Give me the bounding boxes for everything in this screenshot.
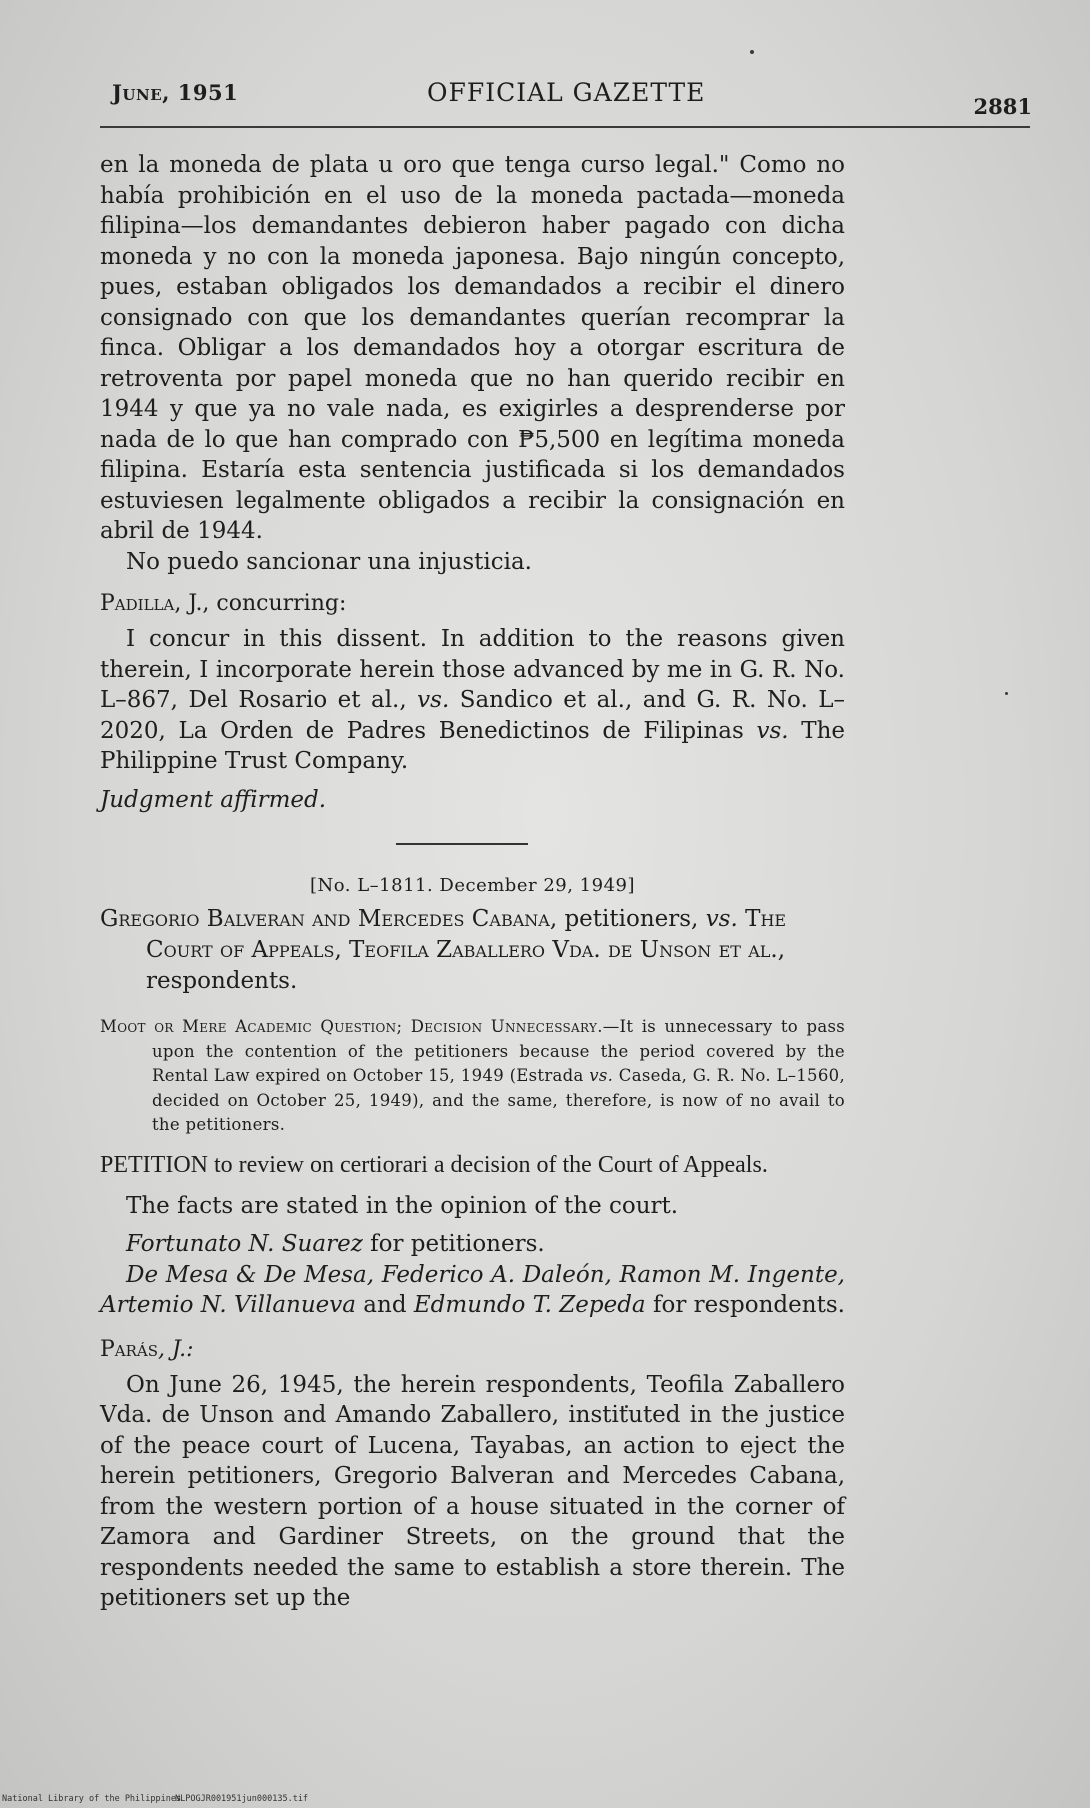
counsel-respondents: [100, 1260, 845, 1321]
petition-line: [100, 1150, 845, 1181]
header-rule: [100, 126, 1030, 128]
dissent-closing: No puedo sancionar una injusticia.: [126, 548, 532, 575]
publication-title: OFFICIAL GAZETTE: [427, 78, 706, 107]
concurring-heading: [100, 591, 845, 616]
concurring-text: Sandico et al., and G. R. No. L–2020, La Orden de Padres Benedictinos de Filipinas: [100, 687, 845, 744]
counsel-name: De Mesa & De Mesa, Federico A. Daleón, Ramon M. Ingente, Artemio N. Villanueva: [100, 1261, 845, 1318]
header-date: June, 1951: [112, 80, 239, 105]
scan-speck: [1005, 692, 1008, 695]
syllabus-text: Caseda, G. R. No. L–1560, decided on October 25, 1949), and the same, therefore, is now of no avail to the petitioners.: [152, 1066, 845, 1134]
concurring-text: I concur in this dissent. In addition to the reasons given therein, I incorporate herein those advanced by me in G. R. No. L–867, Del Rosario et al.,: [100, 626, 845, 713]
versus: vs.: [589, 1066, 614, 1085]
counsel-text: for respondents.: [645, 1292, 845, 1318]
counsel-petitioners: [100, 1229, 845, 1260]
versus: vs.: [756, 717, 789, 744]
opinion-paragraph: On June 26, 1945, the herein respondents, Teofila Zaballero Vda. de Unson and Amando Zaballero, instituted in the justice of the peace court of Lucena, Tayabas, an action to eject the herein petitioners, Gregorio Balveran and Mercedes Cabana, from the western portion of a house situated in the corner of Zamora and Gardiner Streets, on the ground that the respondents needed the same to establish a store therein. The petitioners set up the: [100, 1371, 845, 1611]
scan-footer: [0, 1794, 1090, 1808]
counsel-name: Fortunato N. Suarez: [126, 1231, 363, 1257]
judgment-line: Judgment affirmed.: [100, 786, 327, 813]
case-respondents: The Court of Appeals, Teofila Zaballero Vda. de Unson et al.: [146, 906, 787, 963]
opinion-justice: Parás: [100, 1336, 159, 1362]
petition-lead: PETITION: [100, 1151, 208, 1178]
dissent-paragraph: en la moneda de plata u oro que tenga curso legal." Como no había prohibición en el uso de la moneda pactada—moneda filipina—los demandantes debieron haber pagado con dicha moneda y no con la moneda japonesa. Bajo ningún concepto, pues, estaban obligados los demandados a recibir el dinero consignado con que los demandantes querían recomprar la finca. Obligar a los demandados hoy a otorgar escritura de retroventa por papel moneda que no han querido recibir en 1944 y que ya no vale nada, es exigirles a desprenderse por nada de lo que han comprado con ₱5,500 en legítima moneda filipina. Estaría esta sentencia justificada si los demandados estuviesen legalmente obligados a recibir la consignación en abril de 1944.: [100, 152, 845, 544]
footer-file: NLPOGJR001951jun000135.tif: [175, 1794, 309, 1804]
counsel-text: for petitioners.: [362, 1231, 545, 1257]
concurring-paragraph: [100, 624, 845, 777]
case-petitioners-suffix: , petitioners,: [549, 906, 699, 932]
counsel-name: Edmundo T. Zepeda: [413, 1292, 646, 1318]
scan-speck: [750, 50, 754, 54]
page-header: [112, 78, 1032, 119]
versus: vs.: [705, 906, 738, 932]
page-number: 2881: [973, 94, 1032, 119]
concurring-justice: Padilla: [100, 591, 175, 616]
page-body: [100, 150, 845, 1614]
counsel-text: and: [356, 1292, 414, 1318]
opinion-suffix: , J.:: [158, 1336, 194, 1362]
case-respondents-suffix: , respondents.: [146, 937, 786, 994]
opinion-heading: [100, 1337, 845, 1362]
syllabus-topic: Moot or Mere Academic Question; Decision Unnecessary.: [100, 1017, 603, 1036]
syllabus-text: —It is unnecessary to pass upon the contention of the petitioners because the period covered by the Rental Law expired on October 15, 1949 (Estrada: [152, 1017, 845, 1085]
concurring-suffix: , J., concurring:: [174, 591, 347, 616]
concurring-text: The Philippine Trust Company.: [100, 717, 846, 774]
syllabus: [100, 1015, 845, 1138]
case-number: [No. L–1811. December 29, 1949]: [309, 875, 635, 896]
section-divider: [396, 843, 528, 845]
case-title: [100, 904, 845, 997]
footer-source: National Library of the Philippines: [2, 1794, 182, 1804]
facts-line: The facts are stated in the opinion of the court.: [126, 1192, 679, 1219]
petition-text: to review on certiorari a decision of the Court of Appeals.: [207, 1151, 768, 1178]
case-petitioners: Gregorio Balveran and Mercedes Cabana: [100, 906, 550, 932]
versus: vs.: [417, 687, 450, 713]
